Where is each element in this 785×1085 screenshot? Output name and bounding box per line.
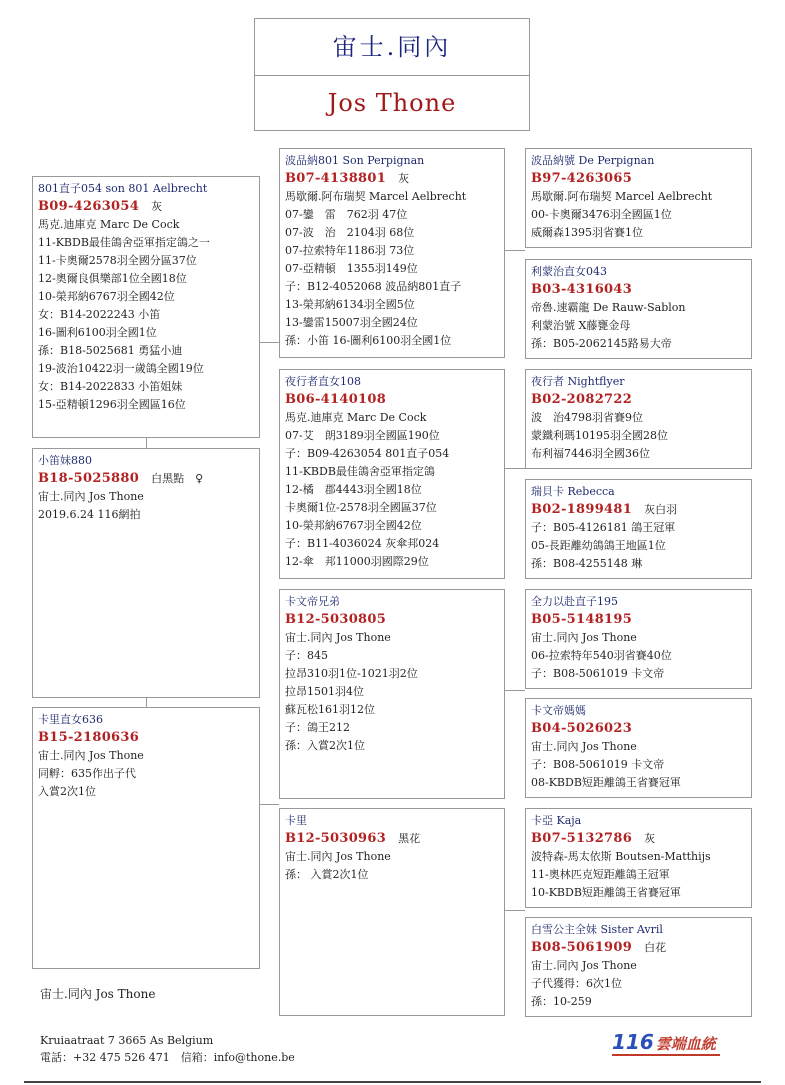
ring-number: B07-5132786 — [531, 831, 633, 846]
connector-line — [259, 342, 279, 343]
pigeon-color: 白花 — [644, 941, 667, 954]
detail-line: 11-KBDB最佳鴿舍亞軍指定鴿 — [285, 465, 435, 478]
detail-line: 子：B08-5061019 卡文帝 — [531, 758, 665, 771]
ring-number: B15-2180636 — [38, 730, 140, 745]
detail-line: 宙士.同內 Jos Thone — [531, 740, 637, 753]
detail-line: 孫：B08-4255148 琳 — [531, 557, 643, 570]
brand-underline — [612, 1054, 720, 1056]
detail-line: 卡奧爾1位-2578羽全國區37位 — [285, 501, 437, 514]
detail-line: 2019.6.24 116網拍 — [38, 508, 141, 521]
detail-line: 13-榮邦納6134羽全國5位 — [285, 298, 415, 311]
detail-line: 11-奧林匹克短距離鴿王冠軍 — [531, 868, 670, 881]
pigeon-name: 小笛妹880 — [38, 454, 92, 467]
brand-number: 116 — [612, 1030, 654, 1054]
connector-line — [259, 804, 279, 805]
detail-line: 子：B11-4036024 灰傘邦024 — [285, 537, 440, 550]
pigeon-color: 白黑點 ♀ — [151, 472, 204, 485]
detail-line: 10-榮邦納6767羽全國42位 — [38, 290, 175, 303]
detail-line: 宙士.同內 Jos Thone — [531, 631, 637, 644]
ring-number: B12-5030805 — [285, 612, 387, 627]
pigeon-name: 全力以赴直子195 — [531, 595, 618, 608]
pigeon-name: 夜行者直女108 — [285, 375, 361, 388]
detail-line: 19-波治10422羽一歲鴿全國19位 — [38, 362, 204, 375]
detail-line: 12-奧爾良俱樂部1位全國18位 — [38, 272, 187, 285]
detail-line: 馬克.迪庫克 Marc De Cock — [38, 218, 180, 231]
detail-line: 子：B09-4263054 801直子054 — [285, 447, 450, 460]
owner-name: 宙士.同內 Jos Thone — [40, 987, 156, 1001]
detail-line: 07-艾 朗3189羽全國區190位 — [285, 429, 440, 442]
detail-line: 女：B14-2022243 小笛 — [38, 308, 161, 321]
detail-line: 宙士.同內 Jos Thone — [285, 631, 391, 644]
connector-line — [146, 438, 147, 448]
detail-line: 12-傘 邦11000羽國際29位 — [285, 555, 429, 568]
detail-line: 10-KBDB短距離鴿王省賽冠軍 — [531, 886, 681, 899]
detail-line: 子：B08-5061019 卡文帝 — [531, 667, 665, 680]
detail-line: 馬克.迪庫克 Marc De Cock — [285, 411, 427, 424]
ring-number: B07-4138801 — [285, 171, 387, 186]
detail-line: 馬歇爾.阿布瑞契 Marcel Aelbrecht — [285, 190, 467, 203]
detail-line: 11-KBDB最佳鴿舍亞軍指定鴿之一 — [38, 236, 210, 249]
detail-line: 馬歇爾.阿布瑞契 Marcel Aelbrecht — [531, 190, 713, 203]
sire-sire-card — [279, 148, 505, 358]
sire-dam-card — [279, 369, 505, 579]
subject-card — [32, 448, 260, 698]
pigeon-name: 卡文帝媽媽 — [531, 704, 586, 717]
detail-line: 波特森-馬太依斯 Boutsen-Matthijs — [531, 850, 711, 863]
detail-line: 入賞2次1位 — [38, 785, 96, 798]
detail-line: 蒙鐵利瑪10195羽全國28位 — [531, 429, 668, 442]
loft-name-english: Jos Thone — [327, 89, 457, 117]
ring-number: B02-2082722 — [531, 392, 633, 407]
detail-line: 拉昂310羽1位-1021羽2位 — [285, 667, 418, 680]
detail-line: 10-榮邦納6767羽全國42位 — [285, 519, 422, 532]
detail-line: 13-鑾雷15007羽全國24位 — [285, 316, 418, 329]
pigeon-name: 卡亞 Kaja — [531, 814, 582, 827]
sire-dam-dam-card — [525, 479, 752, 579]
detail-line: 08-KBDB短距離鴿王省賽冠軍 — [531, 776, 681, 789]
pigeon-color: 黑花 — [398, 832, 421, 845]
detail-line: 威爾森1395羽省賽1位 — [531, 226, 643, 239]
detail-line: 05-長距離幼鴿鴿王地區1位 — [531, 539, 666, 552]
pigeon-name: 利蒙治直女043 — [531, 265, 607, 278]
dam-dam-card — [279, 808, 505, 1016]
brand-logo — [612, 1030, 716, 1054]
pigeon-name: 801直子054 son 801 Aelbrecht — [38, 182, 208, 195]
detail-line: 子：鴿王212 — [285, 721, 350, 734]
detail-line: 06-拉索特年540羽省賽40位 — [531, 649, 672, 662]
pigeon-color: 灰 — [644, 832, 656, 845]
detail-line: 子：845 — [285, 649, 328, 662]
detail-line: 波 治4798羽省賽9位 — [531, 411, 643, 424]
pigeon-color: 灰 — [398, 172, 410, 185]
detail-line: 宙士.同內 Jos Thone — [531, 959, 637, 972]
title-box — [254, 18, 530, 131]
detail-line: 蘇瓦松161羽12位 — [285, 703, 375, 716]
detail-line: 孫：10-259 — [531, 995, 592, 1008]
pigeon-name: 波品納801 Son Perpignan — [285, 154, 425, 167]
pigeon-name: 夜行者 Nightflyer — [531, 375, 625, 388]
detail-line: 15-亞精頓1296羽全國區16位 — [38, 398, 186, 411]
address-line: Kruiaatraat 7 3665 As Belgium — [40, 1034, 214, 1047]
loft-name-chinese: 宙士.同內 — [255, 19, 529, 76]
detail-line: 宙士.同內 Jos Thone — [38, 490, 144, 503]
ring-number: B06-4140108 — [285, 392, 387, 407]
pigeon-name: 白雪公主全妹 Sister Avril — [531, 923, 663, 936]
brand-text: 雲端血統 — [655, 1035, 716, 1053]
detail-line: 宙士.同內 Jos Thone — [285, 850, 391, 863]
dam-dam-dam-card — [525, 917, 752, 1017]
dam-sire-sire-card — [525, 589, 752, 689]
pigeon-color: 灰白羽 — [644, 503, 678, 516]
detail-line: 帝魯.速霸龍 De Rauw-Sablon — [531, 301, 686, 314]
detail-line: 女：B14-2022833 小笛姐妹 — [38, 380, 183, 393]
sire-sire-sire-card — [525, 148, 752, 248]
detail-line: 布利福7446羽全國36位 — [531, 447, 650, 460]
detail-line: 孫：B05-2062145路易大帝 — [531, 337, 672, 350]
ring-number: B08-5061909 — [531, 940, 633, 955]
connector-line — [146, 698, 147, 707]
sire-card — [32, 176, 260, 438]
contact-block — [40, 1032, 295, 1066]
detail-line: 宙士.同內 Jos Thone — [38, 749, 144, 762]
ring-number: B03-4316043 — [531, 282, 633, 297]
detail-line: 孫：小笛 16-圖利6100羽全國1位 — [285, 334, 452, 347]
detail-line: 07-拉索特年1186羽 73位 — [285, 244, 415, 257]
connector-line — [504, 910, 525, 911]
detail-line: 同孵：635作出子代 — [38, 767, 136, 780]
ring-number: B02-1899481 — [531, 502, 633, 517]
contact-line: 電話：+32 475 526 471 信箱：info@thone.be — [40, 1051, 295, 1064]
detail-line: 00-卡奧爾3476羽全國區1位 — [531, 208, 672, 221]
pigeon-name: 卡里 — [285, 814, 307, 827]
sire-sire-dam-card — [525, 259, 752, 359]
connector-line — [504, 250, 525, 251]
pigeon-name: 卡里直女636 — [38, 713, 103, 726]
connector-line — [504, 690, 525, 691]
dam-dam-sire-card — [525, 808, 752, 908]
ring-number: B97-4263065 — [531, 171, 633, 186]
detail-line: 孫：B18-5025681 勇猛小迪 — [38, 344, 183, 357]
detail-line: 子：B12-4052068 波品納801直子 — [285, 280, 462, 293]
ring-number: B04-5026023 — [531, 721, 633, 736]
dam-card — [32, 707, 260, 969]
detail-line: 子：B05-4126181 鴿王冠軍 — [531, 521, 676, 534]
footer-divider — [24, 1081, 761, 1083]
detail-line: 11-卡奧爾2578羽全國分區37位 — [38, 254, 197, 267]
detail-line: 孫： 入賞2次1位 — [285, 868, 369, 881]
pigeon-name: 卡文帝兄弟 — [285, 595, 340, 608]
ring-number: B09-4263054 — [38, 199, 140, 214]
pigeon-name: 瑞貝卡 Rebecca — [531, 485, 615, 498]
detail-line: 16-圖利6100羽全國1位 — [38, 326, 157, 339]
ring-number: B05-5148195 — [531, 612, 633, 627]
dam-sire-dam-card — [525, 698, 752, 798]
detail-line: 07-亞精頓 1355羽149位 — [285, 262, 418, 275]
detail-line: 12-橘 郡4443羽全國18位 — [285, 483, 422, 496]
ring-number: B18-5025880 — [38, 471, 140, 486]
detail-line: 子代獲得：6次1位 — [531, 977, 622, 990]
ring-number: B12-5030963 — [285, 831, 387, 846]
detail-line: 拉昂1501羽4位 — [285, 685, 364, 698]
detail-line: 07-鑾 雷 762羽 47位 — [285, 208, 408, 221]
connector-line — [504, 468, 525, 469]
pigeon-name: 波品納號 De Perpignan — [531, 154, 655, 167]
sire-dam-sire-card — [525, 369, 752, 469]
detail-line: 孫：入賞2次1位 — [285, 739, 365, 752]
detail-line: 07-波 治 2104羽 68位 — [285, 226, 415, 239]
dam-sire-card — [279, 589, 505, 799]
pigeon-color: 灰 — [151, 200, 163, 213]
detail-line: 利蒙治號 X藤甕金母 — [531, 319, 631, 332]
